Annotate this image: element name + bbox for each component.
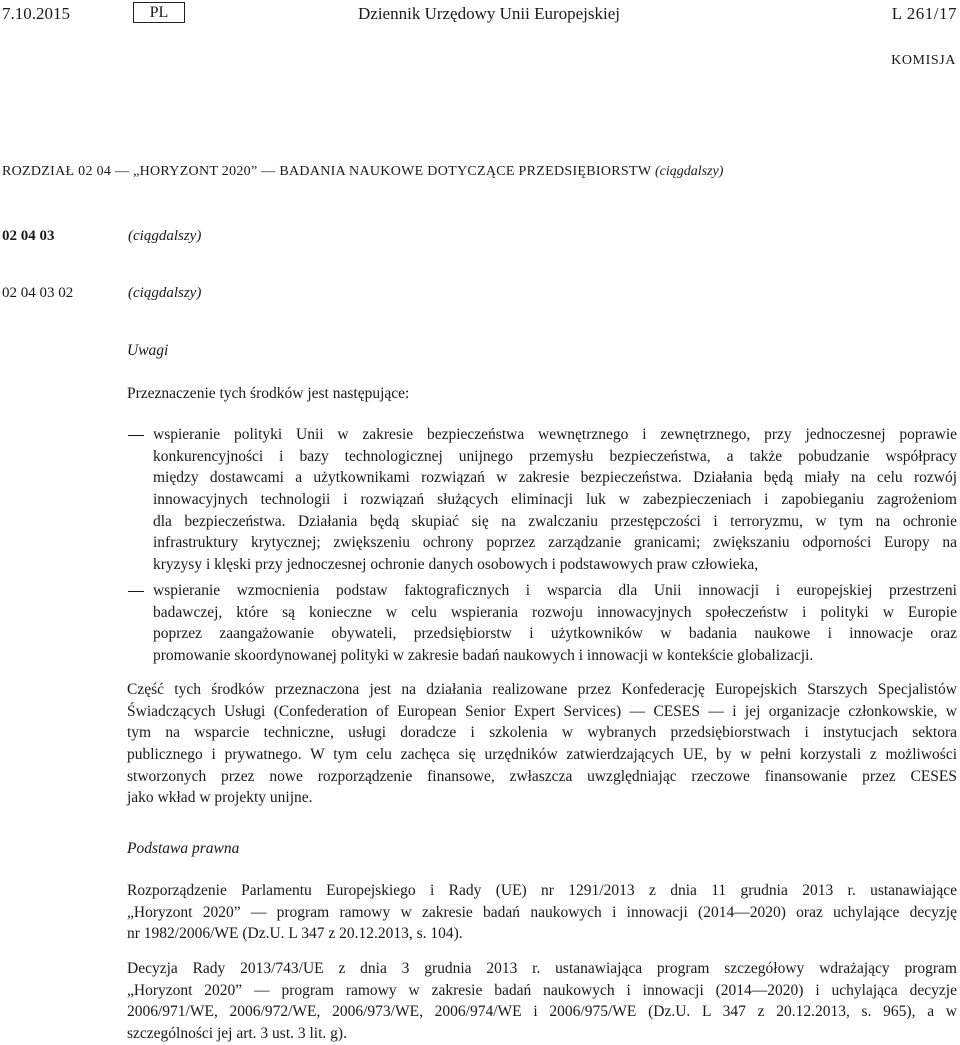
dash-bullet-marker [128, 591, 144, 592]
text-line: kryzysy i klęski przy jednoczesnej ochronie danych osobowych i podstawowych praw człowieka, [153, 556, 759, 574]
text-line: wspieranie wzmocnienia podstaw faktograficznych i wsparcia dla Unii innowacji i europejskiej przestrzeni [153, 582, 957, 599]
text-line: dla bezpieczeństwa. Działania będą skupiać się na zwalczaniu przestępczości i terroryzmu, w tym na ochronie [153, 512, 957, 530]
item-code: 02 04 03 02 [2, 285, 74, 301]
text-line: wspieranie polityki Unii w zakresie bezpieczeństwa wewnętrznego i zewnętrznego, przy jednoczesnej poprawie [153, 426, 957, 443]
text-line: „Horyzont 2020” — program ramowy w zakresie badań naukowych i innowacji (2014—2020) oraz uchylające decyzję [127, 903, 957, 921]
chapter-continued: (ciągdalszy) [654, 164, 724, 179]
item-continued: (ciągdalszy) [128, 285, 202, 301]
text-line: promowanie skoordynowanej polityki w zakresie badań naukowych i innowacji w kontekście globalizacji. [153, 647, 814, 665]
text-line: tym na wsparcie techniczne, usługi doradcze i szkolenia w wybranych przedsiębiorstwach i instytucjach sektora [127, 724, 957, 742]
dash-bullet-marker [128, 435, 144, 436]
text-line: Rozporządzenie Parlamentu Europejskiego i Rady (UE) nr 1291/2013 z dnia 11 grudnia 2013 r. ustanawiające [127, 882, 957, 899]
publication-date: 7.10.2015 [2, 4, 70, 23]
chapter-title: ROZDZIAŁ 02 04 — „HORYZONT 2020” — BADANIA NAUKOWE DOTYCZĄCE PRZEDSIĘBIORSTW [2, 164, 652, 179]
institution-name: KOMISJA [891, 53, 956, 68]
legal-basis-heading: Podstawa prawna [127, 840, 240, 857]
text-line: Decyzja Rady 2013/743/UE z dnia 3 grudnia 2013 r. ustanawiająca program szczegółowy wdrażający program [127, 960, 957, 977]
chapter-heading [2, 164, 723, 180]
text-line: stworzonych przez nowe rozporządzenie finansowe, zwłaszcza uwzględniając rzeczowe finansowanie przez CESES [127, 767, 957, 785]
text-line: Świadczących Usługi (Confederation of European Senior Expert Services) — CESES — i jej organizacje członkowskie, w [127, 702, 957, 720]
remarks-heading: Uwagi [127, 342, 169, 359]
text-line: nr 1982/2006/WE (Dz.U. L 347 z 20.12.2013, s. 104). [127, 925, 463, 943]
remarks-intro: Przeznaczenie tych środków jest następujące: [127, 385, 410, 402]
text-line: publicznego i prywatnego. W tym celu zachęca się urzędników zatwierdzających UE, by w pełni korzystali z możliwości [127, 746, 957, 764]
text-line: Część tych środków przeznaczona jest na działania realizowane przez Konfederację Europejskich Starszych Specjalistów [127, 681, 957, 698]
text-line: jako wkład w projekty unijne. [127, 789, 313, 807]
text-line: 2006/971/WE, 2006/972/WE, 2006/973/WE, 2006/974/WE i 2006/975/WE (Dz.U. L 347 z 20.12.2013, s. 965), a w [127, 1003, 957, 1021]
text-line: konkurencyjności i bazy technologicznej unijnego przemysłu bezpieczeństwa, a także pobudzanie współpracy [153, 447, 957, 465]
text-line: innowacyjnych technologii i rozwiązań służących eliminacji luk w zabezpieczeniach i zapobieganiu zagrożeniom [153, 491, 957, 509]
bullet-item-2 [153, 580, 957, 667]
legal-act-1 [127, 880, 957, 945]
text-line: „Horyzont 2020” — program ramowy w zakresie badań naukowych i innowacji (2014—2020) i uchylająca decyzje [127, 981, 957, 999]
text-line: między dostawcami a użytkownikami rozwiązań w zakresie bezpieczeństwa. Działania będą miały na celu rozwój [153, 469, 957, 487]
ceses-paragraph [127, 679, 957, 809]
article-continued: (ciągdalszy) [128, 228, 202, 244]
text-line: poprzez zaangażowanie obywateli, przedsiębiorstw i użytkowników w badania naukowe i innowacje oraz [153, 625, 957, 643]
language-box: PL [133, 2, 185, 23]
text-line: infrastruktury krytycznej; zwiększeniu ochrony poprzez zarządzanie granicami; zwiększaniu odporności Europy na [153, 534, 957, 552]
text-line: szczególności jej art. 3 ust. 3 lit. g). [127, 1025, 347, 1043]
article-code: 02 04 03 [2, 228, 55, 244]
journal-reference: L 261/17 [891, 4, 957, 23]
journal-title: Dziennik Urzędowy Unii Europejskiej [358, 4, 621, 23]
text-line: badawczej, które są konieczne w celu wspierania rozwoju innowacyjnych społeczeństw i polityki w Europie [153, 603, 957, 621]
bullet-item-1 [153, 424, 957, 576]
legal-act-2 [127, 958, 957, 1045]
